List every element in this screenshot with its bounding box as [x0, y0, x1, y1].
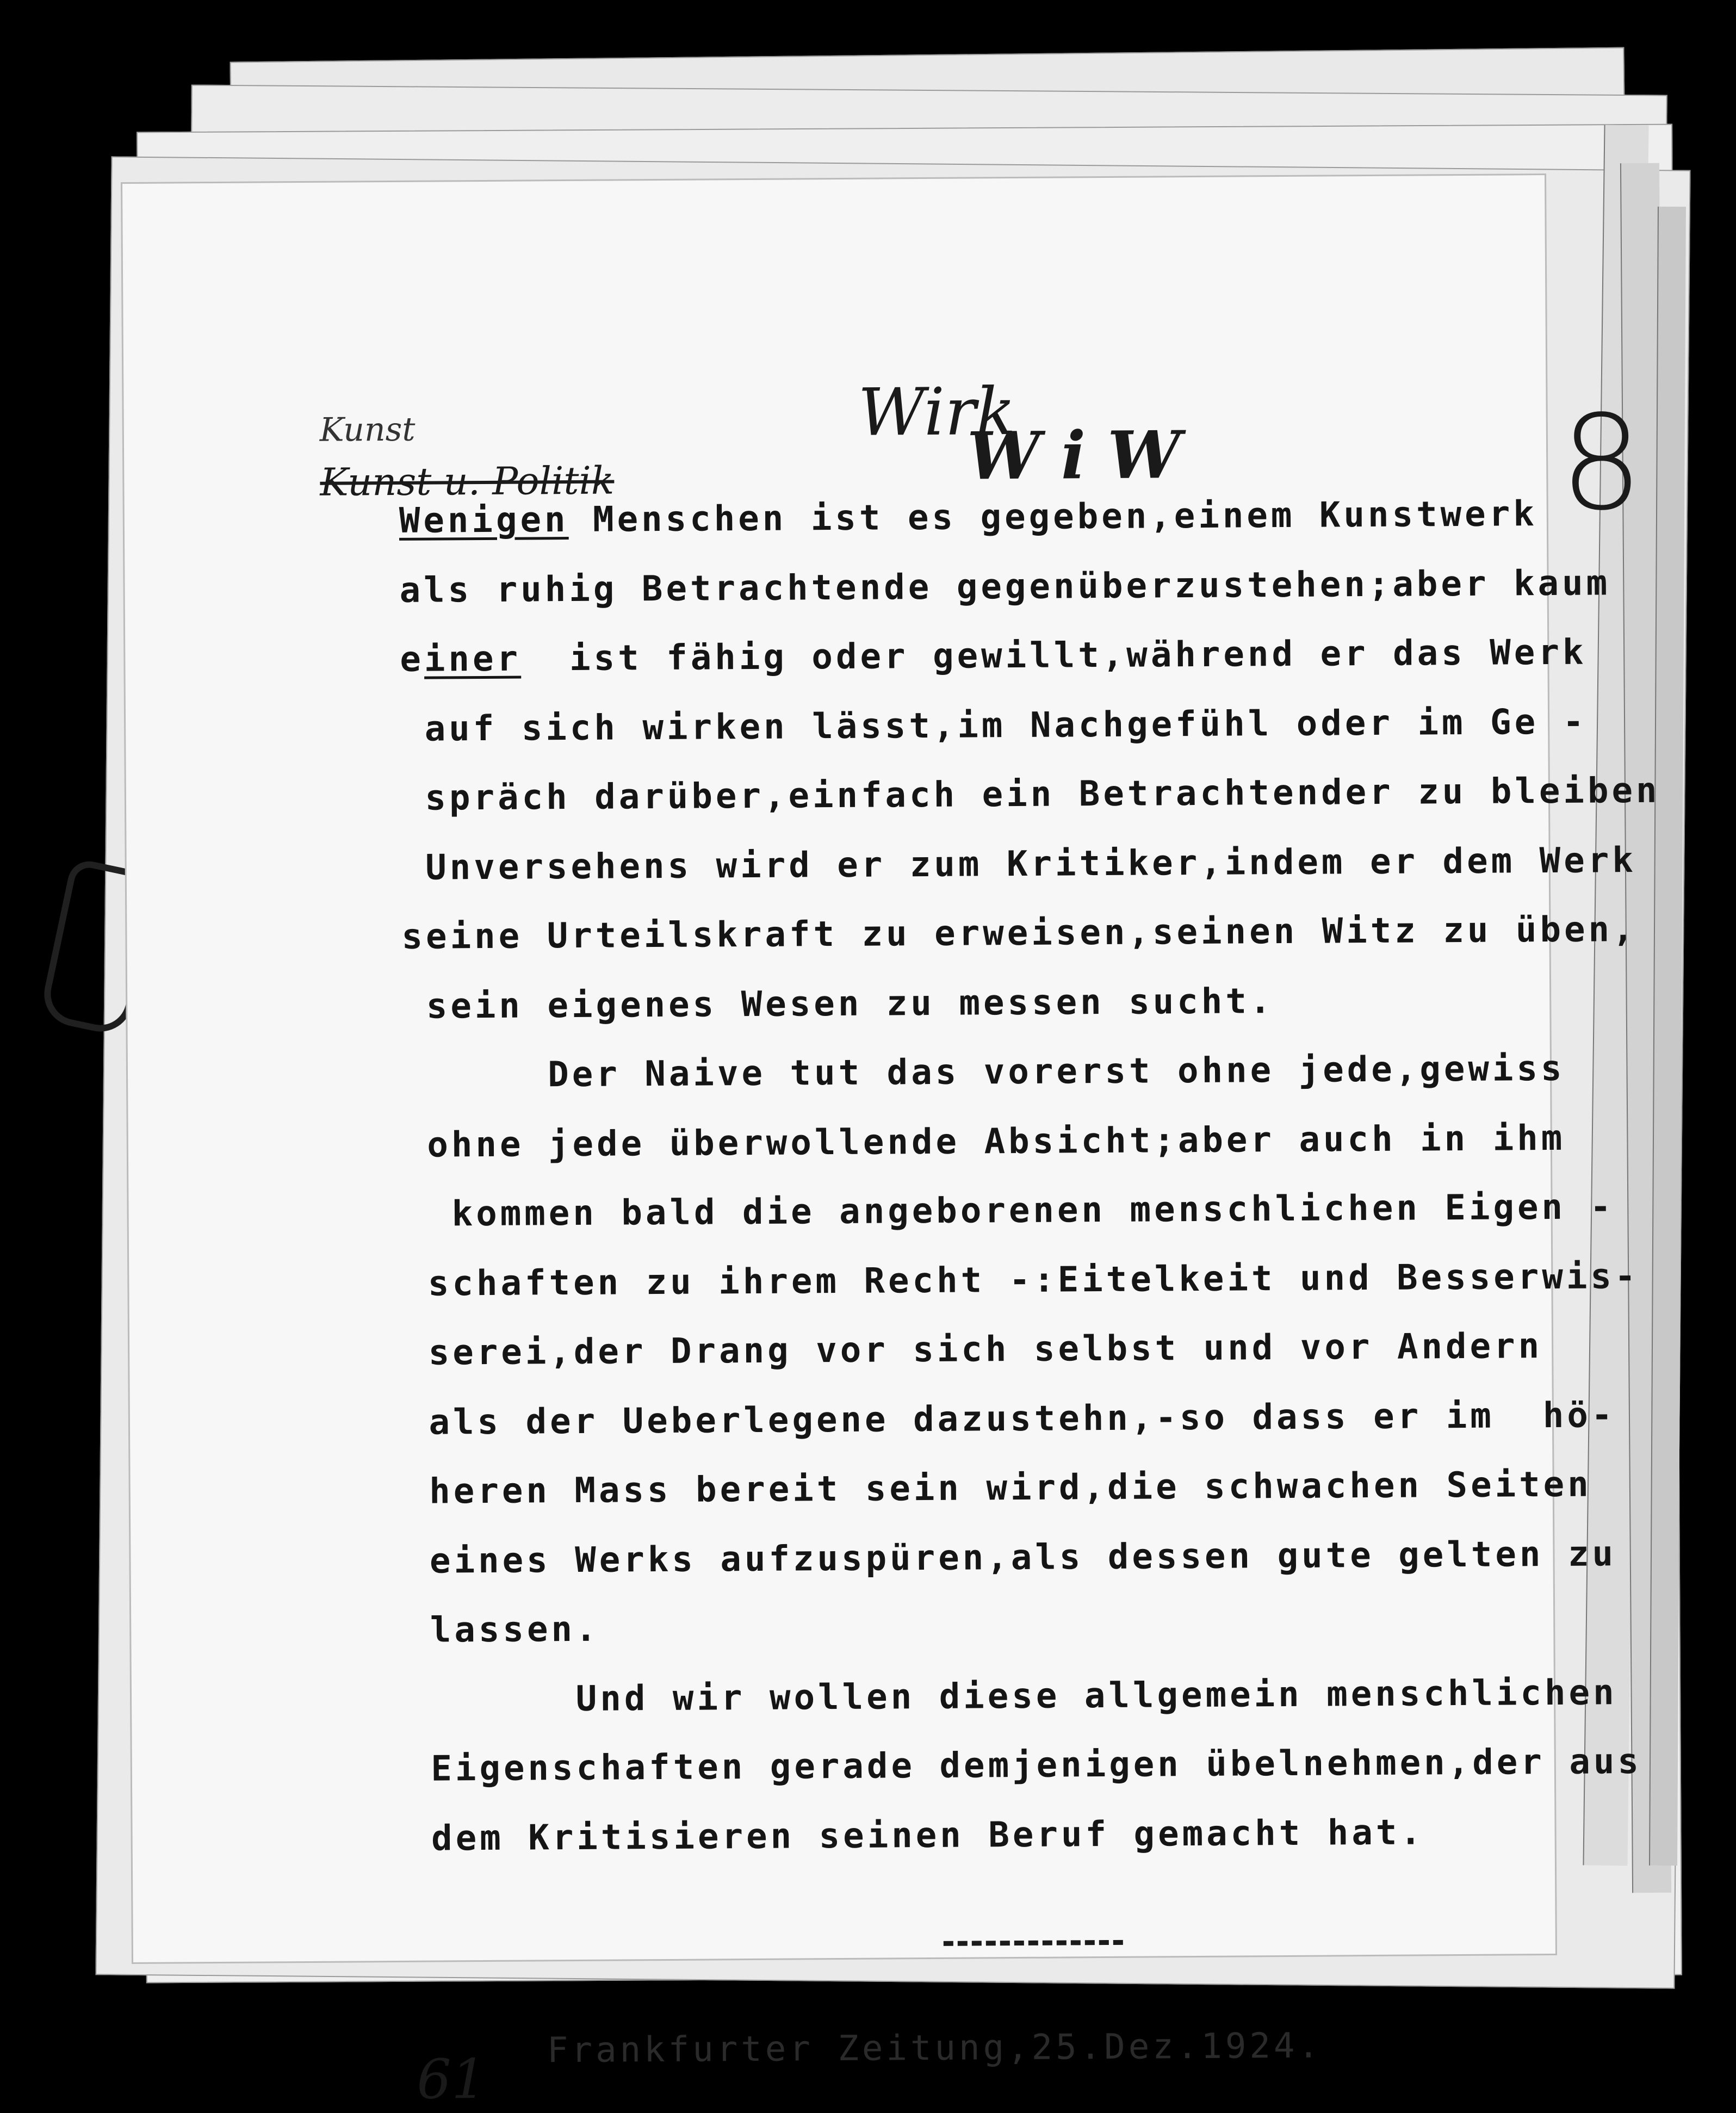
line-text: Menschen ist es gegeben,einem Kunstwerk — [592, 494, 1537, 540]
line-text: Und wir wollen diese allgemein menschlichen — [406, 1672, 1617, 1720]
text-line — [403, 1172, 1698, 1249]
text-line — [406, 1588, 1701, 1665]
line-text: als ruhig Betrachtende gegenüberzustehen;aber kaum — [399, 562, 1611, 611]
text-line — [402, 1033, 1697, 1111]
line-text: dem Kritisieren seinen Beruf gemacht hat. — [407, 1812, 1425, 1859]
text-line — [405, 1380, 1700, 1458]
line-text: Unversehens wird er zum Kritiker,indem er dem Werk — [401, 840, 1637, 888]
line-text: Eigenschaften gerade demjenigen übelnehmen,der aus — [406, 1742, 1642, 1789]
line-text: heren Mass bereit sein wird,die schwachen Seiten — [405, 1464, 1592, 1512]
text-line — [401, 895, 1696, 972]
text-line — [406, 1658, 1701, 1735]
line-text: eines Werks aufzuspüren,als dessen gute gelten zu — [405, 1533, 1617, 1582]
typed-body — [399, 479, 1702, 1873]
line-text: serei,der Drang vor sich selbst und vor Andern — [404, 1326, 1543, 1373]
text-line — [399, 548, 1694, 625]
text-line — [399, 479, 1694, 556]
line-text: Der Naive tut das vorerst ohne jede,gewiss — [402, 1048, 1565, 1096]
text-line — [400, 687, 1695, 764]
text-line — [404, 1242, 1698, 1319]
handwritten-page-number: 8 — [1559, 386, 1644, 540]
text-line — [400, 617, 1695, 695]
text-line — [401, 826, 1696, 903]
handwritten-corner-number: 61 — [416, 2047, 486, 2111]
section-divider — [944, 1940, 1123, 1946]
handwritten-margin-note-crossed: Kunst u. Politik — [320, 458, 615, 505]
line-text: auf sich wirken lässt,im Nachgefühl oder im Ge - — [400, 702, 1588, 749]
text-line — [402, 1103, 1697, 1180]
handwritten-margin-note-faint: Kunst — [319, 410, 416, 449]
text-line — [405, 1519, 1700, 1596]
underlined-word: iner — [424, 639, 522, 680]
line-text: schaften zu ihrem Recht -:Eitelkeit und Besserwis- — [404, 1256, 1639, 1304]
handwritten-title-second: WiW — [966, 416, 1203, 495]
line-text: lassen. — [406, 1609, 600, 1651]
document-page — [122, 175, 1660, 2111]
text-line — [401, 756, 1696, 833]
line-text: spräch darüber,einfach ein Betrachtender zu bleiben — [400, 770, 1660, 819]
line-text: kommen bald die angeborenen menschlichen Eigen - — [403, 1187, 1615, 1235]
text-line — [404, 1311, 1699, 1388]
text-line — [406, 1727, 1701, 1804]
handwritten-title: Wirk — [858, 374, 1016, 451]
source-citation: Frankfurter Zeitung,25.Dez.1924. — [547, 2025, 1323, 2071]
line-text: sein eigenes Wesen zu messen sucht. — [402, 981, 1274, 1027]
line-text: als der Ueberlegene dazustehn,-so dass er im hö- — [404, 1395, 1616, 1443]
text-line — [405, 1449, 1700, 1527]
line-text: ohne jede überwollende Absicht;aber auch in ihm — [402, 1118, 1566, 1166]
line-prefix: e — [400, 639, 425, 680]
line-text: ist fähig oder gewillt,während er das Werk — [520, 632, 1587, 679]
text-line — [402, 964, 1697, 1042]
underlined-word: Wenigen — [399, 500, 569, 541]
line-text: seine Urteilskraft zu erweisen,seinen Witz zu üben, — [401, 909, 1637, 957]
text-line — [407, 1796, 1702, 1874]
